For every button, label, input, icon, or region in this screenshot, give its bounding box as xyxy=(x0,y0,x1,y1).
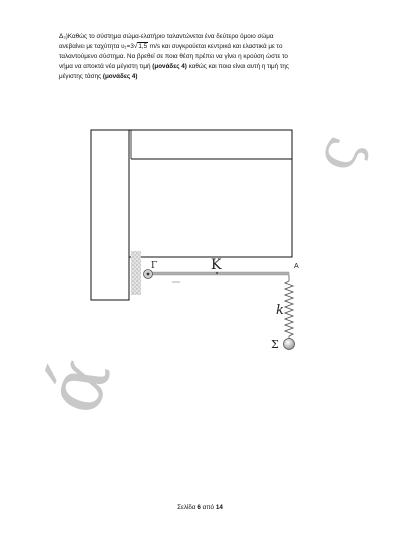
label-gamma: Γ xyxy=(151,261,158,271)
wall xyxy=(131,251,141,295)
question-line-1: Δ₃)Καθώς το σύστημα σώμα-ελατήριο ταλαντώνεται ένα δεύτερο όμοιο σώμα xyxy=(59,33,274,40)
question-line-2: ανεβαίνει με ταχύτητα υ₁=3√1,5 m/s και συγκρούεται κεντρικά και ελαστικά με το xyxy=(59,43,283,50)
spring xyxy=(285,281,293,336)
large-box xyxy=(129,130,292,257)
watermark-glyph-s: ς xyxy=(298,125,374,179)
pivot-center xyxy=(147,273,150,276)
page-footer: Σελίδα 6 από 14 xyxy=(177,504,223,511)
ball xyxy=(284,339,295,350)
marks-2: (μονάδες 4) xyxy=(102,73,138,80)
question-line-5: μέγιστης τάσης (μονάδες 4) xyxy=(59,73,138,80)
marks-1: (μονάδες 4) xyxy=(152,63,187,70)
label-k-center: K xyxy=(211,257,222,273)
question-line-3: ταλαντούμενο σύστημα. Να βρεθεί σε ποια θέση πρέπει να γίνει η κρούση ώστε το xyxy=(59,53,288,60)
label-sigma: Σ xyxy=(271,338,279,351)
page-total: 14 xyxy=(215,504,223,511)
left-box xyxy=(91,130,129,300)
watermark-glyph-a: ά xyxy=(27,344,130,426)
sqrt-value: 1,5 xyxy=(138,43,148,50)
question-line-4: νήμα να αποκτά νέα μέγιστη τιμή (μονάδες 4) καθώς και ποια είναι αυτή η τιμή της xyxy=(59,63,289,70)
label-spring-k: k xyxy=(276,303,284,318)
label-a: A xyxy=(294,263,299,270)
page-number: 6 xyxy=(197,504,201,511)
